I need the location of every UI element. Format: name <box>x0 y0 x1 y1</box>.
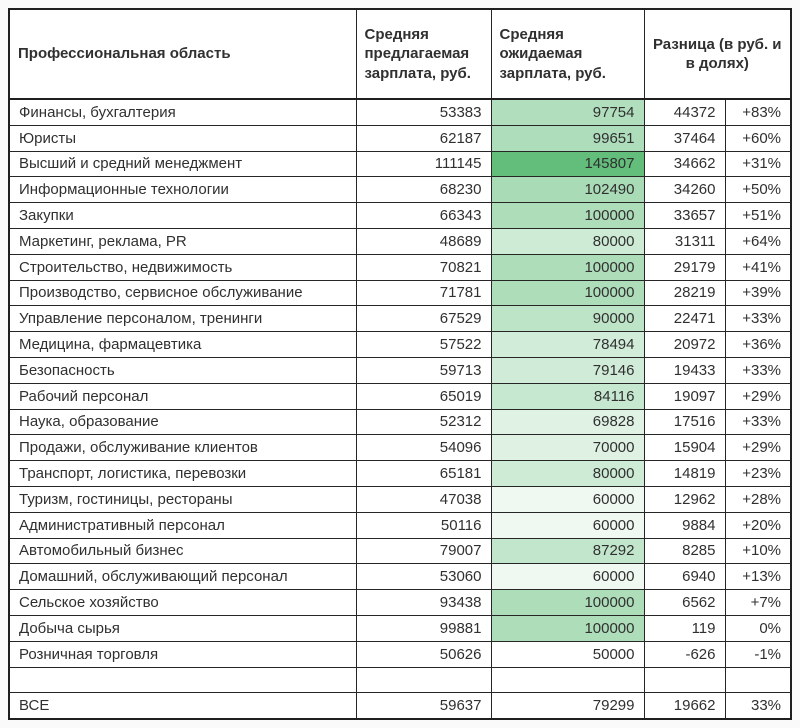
diff-pct-cell: +33% <box>725 409 791 435</box>
area-cell: Добыча сырья <box>9 615 356 641</box>
expected-cell: 60000 <box>491 512 644 538</box>
table-row <box>9 615 791 641</box>
diff-pct-cell: +41% <box>725 254 791 280</box>
offered-cell: 59637 <box>356 693 491 719</box>
diff-pct-cell: +50% <box>725 177 791 203</box>
area-cell: Управление персоналом, тренинги <box>9 306 356 332</box>
header-professional-area: Профессиональная область <box>9 9 356 99</box>
area-cell: Продажи, обслуживание клиентов <box>9 435 356 461</box>
diff-pct-cell: +36% <box>725 332 791 358</box>
table-row <box>9 151 791 177</box>
expected-cell: 100000 <box>491 254 644 280</box>
expected-cell: 100000 <box>491 615 644 641</box>
diff-pct-cell: +60% <box>725 125 791 151</box>
header-difference: Разница (в руб. и в долях) <box>644 9 791 99</box>
offered-cell: 99881 <box>356 615 491 641</box>
area-cell: Закупки <box>9 203 356 229</box>
area-cell: ВСЕ <box>9 693 356 719</box>
expected-cell: 70000 <box>491 435 644 461</box>
offered-cell: 59713 <box>356 357 491 383</box>
expected-cell: 69828 <box>491 409 644 435</box>
area-cell: Розничная торговля <box>9 641 356 667</box>
diff-rub-cell: 20972 <box>644 332 725 358</box>
expected-cell: 90000 <box>491 306 644 332</box>
diff-pct-cell: +29% <box>725 435 791 461</box>
expected-cell: 102490 <box>491 177 644 203</box>
expected-cell: 80000 <box>491 461 644 487</box>
area-cell: Маркетинг, реклама, PR <box>9 228 356 254</box>
diff-rub-cell: 12962 <box>644 486 725 512</box>
table-row <box>9 641 791 667</box>
offered-cell: 70821 <box>356 254 491 280</box>
area-cell: Высший и средний менеджмент <box>9 151 356 177</box>
offered-cell: 111145 <box>356 151 491 177</box>
offered-cell: 54096 <box>356 435 491 461</box>
diff-rub-cell: 19097 <box>644 383 725 409</box>
area-cell: Сельское хозяйство <box>9 590 356 616</box>
diff-rub-cell: 37464 <box>644 125 725 151</box>
diff-rub-cell: 6562 <box>644 590 725 616</box>
table-row <box>9 306 791 332</box>
expected-cell: 80000 <box>491 228 644 254</box>
area-cell: Медицина, фармацевтика <box>9 332 356 358</box>
expected-cell: 100000 <box>491 203 644 229</box>
diff-rub-cell: 9884 <box>644 512 725 538</box>
total-row <box>9 693 791 719</box>
offered-cell: 53060 <box>356 564 491 590</box>
diff-pct-cell: 0% <box>725 615 791 641</box>
diff-rub-cell: 17516 <box>644 409 725 435</box>
offered-cell: 67529 <box>356 306 491 332</box>
expected-cell <box>491 667 644 693</box>
offered-cell: 68230 <box>356 177 491 203</box>
table-row <box>9 512 791 538</box>
table-row <box>9 383 791 409</box>
table-row <box>9 125 791 151</box>
expected-cell: 100000 <box>491 280 644 306</box>
offered-cell: 65181 <box>356 461 491 487</box>
diff-rub-cell: 8285 <box>644 538 725 564</box>
expected-cell: 87292 <box>491 538 644 564</box>
area-cell: Рабочий персонал <box>9 383 356 409</box>
table-row <box>9 280 791 306</box>
table-row <box>9 357 791 383</box>
empty-row <box>9 667 791 693</box>
table-row <box>9 203 791 229</box>
offered-cell: 48689 <box>356 228 491 254</box>
offered-cell: 53383 <box>356 99 491 125</box>
diff-rub-cell <box>644 667 725 693</box>
diff-pct-cell: +33% <box>725 357 791 383</box>
diff-pct-cell: +64% <box>725 228 791 254</box>
expected-cell: 79146 <box>491 357 644 383</box>
table-row <box>9 332 791 358</box>
table-row <box>9 99 791 125</box>
diff-pct-cell: +39% <box>725 280 791 306</box>
diff-pct-cell: +51% <box>725 203 791 229</box>
expected-cell: 50000 <box>491 641 644 667</box>
offered-cell: 57522 <box>356 332 491 358</box>
expected-cell: 100000 <box>491 590 644 616</box>
expected-cell: 145807 <box>491 151 644 177</box>
area-cell: Административный персонал <box>9 512 356 538</box>
offered-cell: 93438 <box>356 590 491 616</box>
offered-cell: 47038 <box>356 486 491 512</box>
diff-rub-cell: 6940 <box>644 564 725 590</box>
offered-cell: 52312 <box>356 409 491 435</box>
diff-rub-cell: 14819 <box>644 461 725 487</box>
diff-pct-cell: +31% <box>725 151 791 177</box>
area-cell: Туризм, гостиницы, рестораны <box>9 486 356 512</box>
diff-pct-cell: +10% <box>725 538 791 564</box>
diff-rub-cell: 19433 <box>644 357 725 383</box>
table-row <box>9 409 791 435</box>
diff-rub-cell: 15904 <box>644 435 725 461</box>
diff-pct-cell: +23% <box>725 461 791 487</box>
diff-pct-cell: +20% <box>725 512 791 538</box>
diff-rub-cell: 34662 <box>644 151 725 177</box>
diff-rub-cell: 28219 <box>644 280 725 306</box>
offered-cell: 79007 <box>356 538 491 564</box>
header-expected-salary: Средняя ожидаемая зарплата, руб. <box>491 9 644 99</box>
diff-pct-cell: +29% <box>725 383 791 409</box>
diff-pct-cell: +13% <box>725 564 791 590</box>
diff-pct-cell: +33% <box>725 306 791 332</box>
area-cell: Транспорт, логистика, перевозки <box>9 461 356 487</box>
table-row <box>9 254 791 280</box>
area-cell: Безопасность <box>9 357 356 383</box>
offered-cell: 71781 <box>356 280 491 306</box>
table-header-row <box>9 9 791 99</box>
diff-pct-cell: +83% <box>725 99 791 125</box>
offered-cell: 65019 <box>356 383 491 409</box>
diff-pct-cell <box>725 667 791 693</box>
diff-rub-cell: 33657 <box>644 203 725 229</box>
table-row <box>9 538 791 564</box>
offered-cell: 66343 <box>356 203 491 229</box>
offered-cell: 50626 <box>356 641 491 667</box>
expected-cell: 78494 <box>491 332 644 358</box>
table-row <box>9 486 791 512</box>
area-cell: Домашний, обслуживающий персонал <box>9 564 356 590</box>
diff-rub-cell: -626 <box>644 641 725 667</box>
diff-rub-cell: 19662 <box>644 693 725 719</box>
diff-rub-cell: 29179 <box>644 254 725 280</box>
table-row <box>9 590 791 616</box>
area-cell: Наука, образование <box>9 409 356 435</box>
area-cell: Информационные технологии <box>9 177 356 203</box>
offered-cell: 62187 <box>356 125 491 151</box>
expected-cell: 97754 <box>491 99 644 125</box>
expected-cell: 79299 <box>491 693 644 719</box>
salary-table <box>8 8 792 720</box>
table-row <box>9 177 791 203</box>
area-cell: Юристы <box>9 125 356 151</box>
area-cell: Строительство, недвижимость <box>9 254 356 280</box>
expected-cell: 60000 <box>491 564 644 590</box>
diff-rub-cell: 119 <box>644 615 725 641</box>
table-row <box>9 564 791 590</box>
diff-rub-cell: 22471 <box>644 306 725 332</box>
expected-cell: 99651 <box>491 125 644 151</box>
area-cell: Производство, сервисное обслуживание <box>9 280 356 306</box>
offered-cell: 50116 <box>356 512 491 538</box>
header-offered-salary: Средняя предлагаемая зарплата, руб. <box>356 9 491 99</box>
expected-cell: 84116 <box>491 383 644 409</box>
area-cell: Автомобильный бизнес <box>9 538 356 564</box>
table-row <box>9 435 791 461</box>
expected-cell: 60000 <box>491 486 644 512</box>
diff-rub-cell: 31311 <box>644 228 725 254</box>
diff-pct-cell: +28% <box>725 486 791 512</box>
diff-pct-cell: +7% <box>725 590 791 616</box>
area-cell <box>9 667 356 693</box>
diff-pct-cell: 33% <box>725 693 791 719</box>
table-row <box>9 461 791 487</box>
table-row <box>9 228 791 254</box>
area-cell: Финансы, бухгалтерия <box>9 99 356 125</box>
diff-rub-cell: 44372 <box>644 99 725 125</box>
offered-cell <box>356 667 491 693</box>
diff-rub-cell: 34260 <box>644 177 725 203</box>
diff-pct-cell: -1% <box>725 641 791 667</box>
